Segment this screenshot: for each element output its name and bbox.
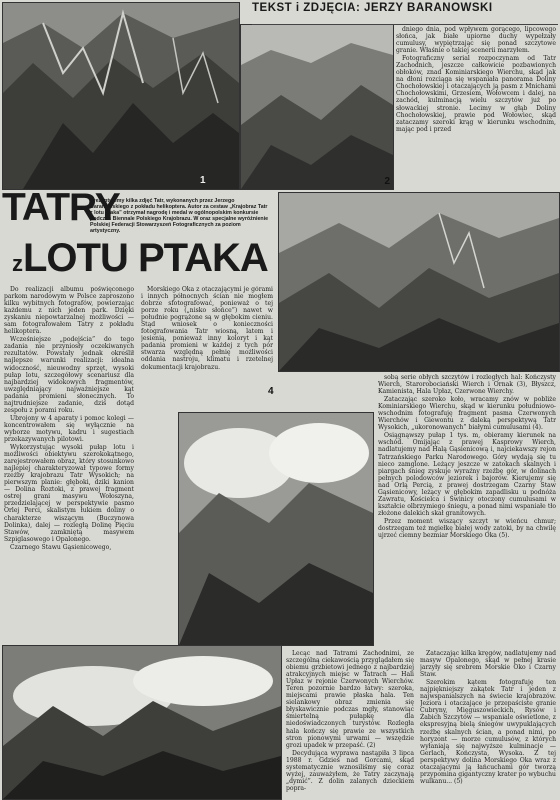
paragraph: Morskiego Oka z otaczającymi je górami i innych północnych ścian nie mogłem dobrze sfotografować, ponieważ o tej porze roku („nisko słońce”) nawet w południe pogrążone są w głębokim cieniu. Stąd wniosek o konieczności fotografowania Tatr wiosną, latem i jesienią, ponieważ inny koloryt i kąt padania promieni w każdej z tych pór stwarza względną pełnię możliwości oddania nastroju, klimatu i rzetelnej dokumentacji krajobrazu. (141, 286, 273, 371)
title-tatry: TATRY (2, 186, 120, 229)
author-credit (252, 2, 558, 25)
paragraph: Zataczając szeroko koło, wracamy znów w pobliże Kominiarskiego Wierchu, skąd w kierunku południowo-wschodnim fotografuję fragment pasma Czerwonych Wierchów i Giewontu z daleką perspektywą Tatr Wysokich, „ukoronowanych” białymi cumulusami (4). (378, 396, 556, 432)
paragraph: Decydująca wyprawa nastąpiła 3 lipca 1988 r. Gdzieś nad Gorcami, skąd systematycznie wznosiliśmy się coraz wyżej, zauważyłem, że Tatry zaczynają „dymić”. Z dolin zalanych dzieckiem popra- (286, 749, 414, 792)
paragraph: Wykorzystując wysoki pułap lotu i możliwości obiektywu szerokokątnego, zarejestrowałem obraz, który stosunkowo najlepiej charakteryzował typowe formy rzeźby krajobrazu Tatr Wysokich; na pierwszym planie: głęboki, dziki kanion — Dolina Roztoki, z prawej fragment ostrej grani masywu Wołoszyna, przedzielającej w perspektywie pasmo Orlej Perci, skalistym łukiem doliny o charakterze wiszącym (Buczynowa Dolinka), dalej — rozległą Dolinę Pięciu Stawów, zamkniętą masywem Szpiglasowego i Opalonego. (4, 444, 134, 543)
title-z-lotu-ptaka (12, 236, 268, 281)
photo-3-western-tatras (278, 192, 560, 372)
paragraph: Do realizacji albumu poświęconego parkom narodowym w Polsce zaproszono kilku wybitnych fotografów, powierzając każdemu z nich jeden park. Dzięki zyskaniu niepowtarzalnej możliwości — sam fotografowałem Tatry z pokładu helikoptera. (4, 286, 134, 336)
intro-lead: Prezentujemy kilka zdjęć Tatr, wykonanych przez Jerzego Baranowskiego z pokładu helikoptera. Autor za cestaw „Krajobraz Tatr z lotu ptaka” otrzymał nagrodę i medal w ogólnopolskim konkursie podczas Biennale Polskiego Krajobrazu. W oraz specjalne wyróżnienie Polskiej Federacji Stowarzyszeń Fotograficznych za poziom artystyczny. (90, 198, 269, 234)
title-z: z (12, 251, 23, 276)
photo-2-valley (240, 24, 394, 190)
photo-5-morskie-oko (2, 645, 282, 800)
paragraph: sobą serie obłych szczytów i rozległych hal: Kończysty Wierch, Starorobociański Wierch i Ornak (3), Błyszcz, Kamienista, Hala Upłaz, Czerwone Wierchy. (378, 374, 556, 396)
text-column-left (4, 286, 134, 642)
paragraph: Przez moment wiszący szczyt w wieńcu chmur; dostrzegam też mgiełkę białej wody zatoki, by na chwilę ujrzeć ciemny bezmiar Morskiego Oka (5). (378, 517, 556, 540)
paragraph: Czarnego Stawu Gąsienicowego, (10, 543, 112, 551)
photo-number: 2 (384, 176, 390, 187)
text-column-right-bottom (420, 650, 556, 788)
title-lotu-ptaka: LOTU PTAKA (23, 236, 268, 280)
paragraph: Lecąc nad Tatrami Zachodnimi, ze szczególną ciekawością przyglądałem się obiemu grzbietowi jednego z najbardziej atrakcyjnych miejsc w Tatrach — Hali Upłaz w rejonie Czerwonych Wierchów. Teren pozornie bardzo łatwy: szeroka, miejscami prawie płaska hala. Ten sielankowy obraz zmienia się błyskawicznie podczas mgły, stanowiąc śmiertelną pułapkę dla niedoświadczonych turystów. Rozległa hala kończy się prawie ze wszystkich stron pionowymi urwami — wszędzie grozi upadek w przepaść. (2) (286, 650, 414, 749)
photo-number: 1 (200, 175, 206, 186)
paragraph: Zataczając kilka kręgów, nadlatujemy nad masyw Opalonego, skąd w pełnej krasie jarzyły się srebrem Morskie Oko i Czarny Staw. (420, 650, 556, 679)
credit-text: TEKST i ZDJĘCIA: JERZY BARANOWSKI (252, 2, 493, 14)
photo-1-mountain-ridges (2, 2, 240, 190)
paragraph: Ubrojony w 4 aparaty i pomoc kolegi — koncentrowałem się wyłącznie na wyborze motywu, kadru i sugestiach przekazywanych pilotowi. (4, 414, 134, 443)
paragraph: dniego dnia, pod wpływem gorącego, lipcowego słońca, jak białe upiorne duchy wypełzały cumulusy, wypiętrzając się ponad szczytowe granie. Właśnie o takiej scenerii marzyłem. (396, 26, 556, 55)
text-column-right-middle (378, 374, 556, 644)
text-column-center-bottom (286, 650, 414, 798)
paragraph: Wcześniejsze „podejścia” do tego zadania nie przyniosły oczekiwanych rezultatów. Powstały jednak określił najlepsze warunki realizacji: idealna widoczność, nieuwodny sprzęt, wysoki pułap lotu, szczegółowy scenariusz dla najbardziej widokowych fragmentów, uwzględniający najważniejsze kąt padania promieni słonecznych. To najtrudniejsze zadanie, dziś dotąd zespołu z porami roku. (4, 336, 134, 414)
photo-4-cumulus-peaks (178, 412, 374, 646)
text-column-middle (141, 286, 273, 408)
photo-number: 4 (268, 386, 274, 397)
paragraph: Osiągnąwszy pułap 1 tys. m, obieramy kierunek na wschód. Omijając z prawej Kasprowy Wierch, nadlatujemy nad Halą Gąsienicową i, najciekawszy rejon Tatrzańskiego Parku Narodowego. Góry wydają się tu nieco zamglone. Leżący jeszcze w zatokach skalnych i piargach śnieg zyskuje wyraźny rzeźbę gór, w dolinach pełnych polodowców jeziorek i bajorów. Kierujemy się nad Orlą Percią, z prawej dostrzegam Czarny Staw Gąsienicowy, leżący w głębokim zapadlisku u podnóża Zawratu, Kościelca i Świnicy otoczony cumulusami w kształcie olbrzymiego śniegu, a ponad nimi wspaniałe tło złożone dalekich skał granitowych. (378, 432, 556, 517)
text-column-top-right (396, 26, 556, 188)
paragraph: Fotograficzny serial rozpoczynam od Tatr Zachodnich, jeszcze całkowicie pozbawionych obłoków, znad Kominiarskiego Wierchu, skąd jak na dłoni rozciąga się wspaniała panorama Doliny Chochołowskiej i otaczających ją pasm z Mnichami Chochołowskimi, Grzesiem, Wołowcem i dalej, na zachód, kulminacją wielu szczytów już po słowackiej stronie. Lecimy w głąb Doliny Chochołowskiej, prawie pod Wołowiec, skąd zataczamy szeroki krąg w kierunku wschodnim, mając pod i przed (396, 55, 556, 133)
paragraph: Szerokim kątem fotografuję ten najpiękniejszy zakątek Tatr i jeden z najwspanialszych na świecie krajobrazów. Jeziora i otaczające je przepaściste granie Cubryny, Mięguszowieckich, Rysów i Żabich Szczytów — wspaniale oświetlone, z ekspresyjną bielą śniegów uwypuklających rzeźbę skalnych ścian, a ponad nimi, po horyzont — morze cumulusów, z których wyłaniają się najwyższe kulminacje — Gerlach, Kończysta, Wysoka. Z tej perspektywy dolina Morskiego Oka wraz z otaczającymi ją łańcuchami gór tworzą przypomina gigantyczny krater po wybuchu wulkanu... (5) (420, 679, 556, 785)
